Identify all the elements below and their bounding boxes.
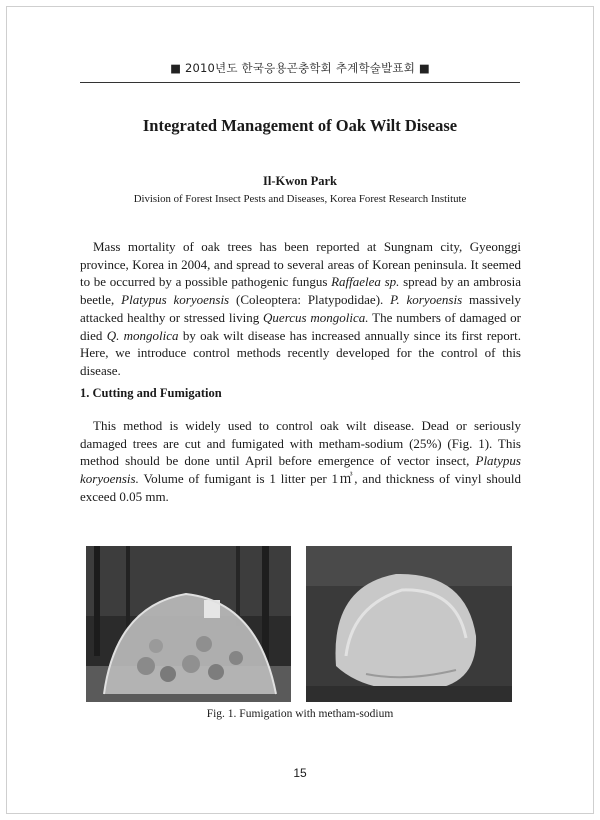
section-paragraph: This method is widely used to control oak wilt disease. Dead or seriously damaged trees are cut and fumigated with metham-sodium (25%) (Fig. 1). This method should be done until April before emergence of vector insect, Platypus koryoensis. Volume of fumigant is 1 litter per 1㎥, and thickness of vinyl should exceed 0.05 mm. [80, 418, 521, 504]
figure-photo-covered-stump [306, 546, 512, 702]
figure-caption: Fig. 1. Fumigation with metham-sodium [206, 708, 394, 720]
abstract-paragraph: Mass mortality of oak trees has been reported at Sungnam city, Gyeonggi province, Korea in 2004, and spread to several areas of Korean peninsula. It seemed to be occurred by a possible pathogenic fungus Raffaelea sp. spread by an ambrosia beetle, Platypus koryoensis (Coleoptera: Platypodidae). P. koryoensis massively attacked healthy or stressed living Quercus mongolica. The numbers of damaged or died Q. mongolica by oak wilt disease has increased annually since its first report. Here, we introduce control methods recently developed for the control of this disease. [80, 239, 522, 378]
section-heading: 1. Cutting and Fumigation [80, 386, 222, 400]
author-name: Il-Kwon Park [263, 174, 337, 188]
paper-title: Integrated Management of Oak Wilt Disease [142, 116, 458, 135]
volume-unit: ㎥ [338, 471, 355, 487]
page-number: 15 [293, 766, 307, 780]
header-rule [80, 82, 520, 83]
author-affiliation: Division of Forest Insect Pests and Diseases, Korea Forest Research Institute [133, 193, 467, 205]
figure-photo-log-pile [86, 546, 291, 702]
running-header: ■ 2010년도 한국응용곤충학회 추계학술발표회 ■ [170, 61, 430, 75]
